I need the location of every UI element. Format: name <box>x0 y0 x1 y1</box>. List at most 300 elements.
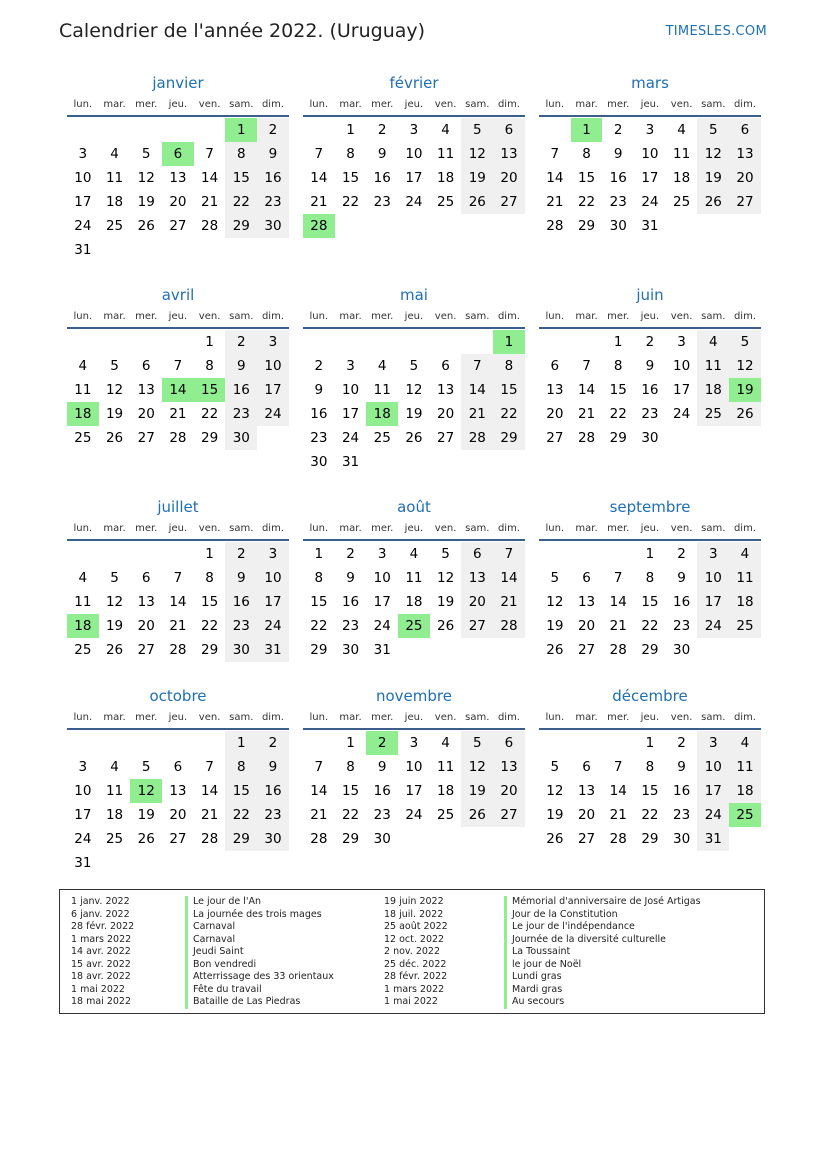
weekday-label: dim. <box>733 311 756 322</box>
holiday-name: Au secours <box>504 996 701 1009</box>
day-cell: 18 <box>105 807 124 823</box>
weekday-label: mar. <box>339 523 362 534</box>
weekday-label: sam. <box>701 523 726 534</box>
weekday-label: lun. <box>309 99 329 110</box>
day-cell: 13 <box>461 566 493 590</box>
day-cell: 27 <box>546 430 564 446</box>
weekday-label: ven. <box>198 99 221 110</box>
day-cell: 12 <box>405 382 423 398</box>
day-cell: 3 <box>645 122 655 138</box>
day-cell: 21 <box>169 618 187 634</box>
weekday-label: mer. <box>135 523 158 534</box>
day-cell: 17 <box>697 590 729 614</box>
day-cell: 29 <box>225 827 257 851</box>
month-name: janvier <box>152 74 204 92</box>
month-name: août <box>397 498 431 516</box>
weekday-label: jeu. <box>404 99 424 110</box>
day-cell: 18 <box>729 779 761 803</box>
day-cell: 31 <box>697 827 729 851</box>
day-cell: 21 <box>310 194 328 210</box>
day-cell: 1 <box>645 546 655 562</box>
day-cell: 30 <box>257 827 289 851</box>
weekday-label: jeu. <box>640 99 660 110</box>
day-cell: 17 <box>341 406 360 422</box>
weekday-label: mer. <box>371 712 394 723</box>
day-cell: 23 <box>373 807 391 823</box>
holiday-date: 2 nov. 2022 <box>384 946 440 957</box>
month-name: juillet <box>157 498 199 516</box>
day-cell: 23 <box>609 194 627 210</box>
day-cell: 4 <box>78 570 88 586</box>
weekday-label: dim. <box>497 523 520 534</box>
day-cell: 8 <box>346 146 355 162</box>
weekday-label: jeu. <box>640 523 660 534</box>
day-cell: 7 <box>613 570 623 586</box>
day-cell: 17 <box>405 783 423 799</box>
day-cell: 30 <box>609 218 627 234</box>
day-cell: 7 <box>582 358 591 374</box>
holiday-name: Journée de la diversité culturelle <box>504 934 701 947</box>
weekday-label: dim. <box>733 712 756 723</box>
day-cell: 27 <box>137 642 155 658</box>
day-cell: 4 <box>697 330 729 354</box>
weekday-label: mer. <box>607 712 630 723</box>
day-cell: 3 <box>78 759 88 775</box>
weekday-label: sam. <box>229 311 254 322</box>
weekday-label: sam. <box>229 99 254 110</box>
day-cell: 29 <box>493 426 525 450</box>
empty-cell <box>194 731 226 755</box>
empty-cell <box>571 542 603 566</box>
day-cell: 5 <box>461 731 493 755</box>
day-cell: 18 <box>729 590 761 614</box>
day-cell: 12 <box>546 783 564 799</box>
day-cell: 18 <box>437 783 455 799</box>
day-cell: 29 <box>225 214 257 238</box>
month-block <box>539 496 761 662</box>
day-cell: 7 <box>205 759 214 775</box>
day-cell: 3 <box>697 542 729 566</box>
day-cell: 11 <box>74 382 92 398</box>
day-cell: 11 <box>729 755 761 779</box>
holiday-day-cell: 1 <box>571 118 603 142</box>
holiday-name: La Toussaint <box>504 946 701 959</box>
day-cell: 14 <box>169 594 187 610</box>
day-cell: 22 <box>641 807 659 823</box>
day-cell: 23 <box>310 430 328 446</box>
day-cell: 12 <box>461 755 493 779</box>
day-cell: 12 <box>461 142 493 166</box>
month-name: octobre <box>149 687 207 705</box>
day-cell: 2 <box>225 542 257 566</box>
month-block <box>539 685 761 851</box>
day-cell: 19 <box>546 618 564 634</box>
day-cell: 4 <box>110 759 119 775</box>
page-title: Calendrier de l'année 2022. (Uruguay) <box>59 20 426 42</box>
holiday-day-cell: 1 <box>225 118 257 142</box>
day-cell: 5 <box>141 146 151 162</box>
day-cell: 7 <box>550 146 560 162</box>
holiday-day-cell: 6 <box>162 142 194 166</box>
weekday-label: jeu. <box>640 712 660 723</box>
day-cell: 9 <box>377 759 387 775</box>
holiday-day-cell: 12 <box>130 779 162 803</box>
empty-cell <box>67 118 99 142</box>
day-cell: 10 <box>74 783 92 799</box>
day-cell: 6 <box>582 570 591 586</box>
day-cell: 30 <box>673 831 691 847</box>
day-cell: 17 <box>405 170 423 186</box>
day-cell: 20 <box>461 590 493 614</box>
day-cell: 10 <box>257 354 289 378</box>
day-cell: 16 <box>641 382 659 398</box>
day-cell: 27 <box>169 218 187 234</box>
day-cell: 2 <box>677 546 686 562</box>
weekday-label: mar. <box>575 99 598 110</box>
holiday-date: 18 mai 2022 <box>71 996 132 1007</box>
day-cell: 26 <box>105 430 124 446</box>
day-cell: 19 <box>461 779 493 803</box>
holiday-date: 28 févr. 2022 <box>384 971 448 982</box>
holiday-date: 28 févr. 2022 <box>71 921 135 932</box>
weekday-label: ven. <box>670 523 693 534</box>
weekday-label: ven. <box>434 523 457 534</box>
day-cell: 20 <box>169 194 187 210</box>
weekday-label: ven. <box>198 523 221 534</box>
weekday-label: dim. <box>497 712 520 723</box>
day-cell: 14 <box>310 170 328 186</box>
weekday-label: lun. <box>545 99 565 110</box>
day-cell: 28 <box>169 642 187 658</box>
holiday-name: Fête du travail <box>185 984 334 997</box>
month-block <box>303 72 525 238</box>
empty-cell <box>130 118 162 142</box>
day-cell: 21 <box>609 807 627 823</box>
weekday-label: mar. <box>103 311 126 322</box>
holiday-name: Le jour de l'An <box>185 896 334 909</box>
day-cell: 17 <box>673 382 691 398</box>
holiday-legend <box>59 889 765 1014</box>
day-cell: 22 <box>201 406 219 422</box>
weekday-label: jeu. <box>168 99 188 110</box>
weekday-label: ven. <box>434 99 457 110</box>
day-cell: 30 <box>310 454 328 470</box>
day-cell: 6 <box>582 759 591 775</box>
day-cell: 25 <box>74 430 92 446</box>
day-cell: 12 <box>105 382 124 398</box>
day-cell: 1 <box>314 546 324 562</box>
holiday-day-cell: 18 <box>67 614 99 638</box>
empty-cell <box>303 330 335 354</box>
weekday-label: mar. <box>575 712 598 723</box>
holiday-name: Le jour de l'indépendance <box>504 921 701 934</box>
weekday-label: sam. <box>229 712 254 723</box>
weekday-label: mer. <box>135 99 158 110</box>
day-cell: 15 <box>341 783 360 799</box>
holiday-name: Jeudi Saint <box>185 946 334 959</box>
weekday-header <box>303 707 525 730</box>
weekday-label: jeu. <box>404 311 424 322</box>
day-cell: 23 <box>341 618 360 634</box>
day-cell: 28 <box>201 218 219 234</box>
day-cell: 21 <box>577 406 596 422</box>
day-cell: 8 <box>613 358 623 374</box>
weekday-label: jeu. <box>168 311 188 322</box>
day-grid <box>303 329 525 474</box>
day-cell: 4 <box>78 358 88 374</box>
day-cell: 16 <box>257 166 289 190</box>
day-cell: 11 <box>697 354 729 378</box>
day-cell: 13 <box>493 142 525 166</box>
day-cell: 7 <box>493 542 525 566</box>
day-cell: 3 <box>257 330 289 354</box>
day-cell: 9 <box>377 146 387 162</box>
day-cell: 11 <box>74 594 92 610</box>
weekday-label: dim. <box>261 311 284 322</box>
day-cell: 10 <box>697 566 729 590</box>
day-cell: 15 <box>609 382 627 398</box>
day-cell: 21 <box>169 406 187 422</box>
day-cell: 25 <box>105 218 124 234</box>
day-cell: 5 <box>110 570 119 586</box>
month-block <box>67 685 289 875</box>
month-name: décembre <box>612 687 688 705</box>
day-cell: 17 <box>697 779 729 803</box>
day-cell: 16 <box>373 170 391 186</box>
day-cell: 1 <box>346 122 355 138</box>
day-cell: 23 <box>225 614 257 638</box>
day-cell: 22 <box>201 618 219 634</box>
weekday-label: dim. <box>733 523 756 534</box>
weekday-label: mar. <box>339 99 362 110</box>
day-cell: 4 <box>729 731 761 755</box>
day-cell: 24 <box>74 218 92 234</box>
day-cell: 30 <box>257 214 289 238</box>
legend-right-dates <box>384 896 448 1009</box>
day-cell: 22 <box>609 406 627 422</box>
day-cell: 30 <box>225 638 257 662</box>
day-cell: 13 <box>577 783 596 799</box>
day-cell: 1 <box>205 546 214 562</box>
day-cell: 25 <box>74 642 92 658</box>
empty-cell <box>539 118 571 142</box>
day-cell: 13 <box>493 755 525 779</box>
day-cell: 2 <box>257 731 289 755</box>
day-cell: 1 <box>225 731 257 755</box>
day-cell: 12 <box>546 594 564 610</box>
holiday-date: 1 mai 2022 <box>384 996 438 1007</box>
day-cell: 3 <box>677 334 686 350</box>
weekday-label: ven. <box>198 712 221 723</box>
day-cell: 7 <box>314 759 324 775</box>
day-cell: 5 <box>141 759 151 775</box>
day-cell: 24 <box>257 614 289 638</box>
holiday-date: 18 avr. 2022 <box>71 971 131 982</box>
day-cell: 22 <box>341 194 360 210</box>
empty-cell <box>398 330 430 354</box>
day-cell: 29 <box>577 218 596 234</box>
day-cell: 14 <box>493 566 525 590</box>
day-cell: 20 <box>437 406 455 422</box>
month-block <box>303 496 525 662</box>
holiday-date: 18 juil. 2022 <box>384 908 444 920</box>
weekday-label: mer. <box>371 311 394 322</box>
day-cell: 21 <box>201 807 219 823</box>
day-cell: 15 <box>225 779 257 803</box>
day-cell: 9 <box>257 755 289 779</box>
day-cell: 29 <box>201 430 219 446</box>
day-cell: 18 <box>437 170 455 186</box>
day-cell: 26 <box>461 190 493 214</box>
day-cell: 11 <box>373 382 391 398</box>
day-cell: 5 <box>461 118 493 142</box>
day-cell: 30 <box>373 831 391 847</box>
day-cell: 11 <box>729 566 761 590</box>
empty-cell <box>602 542 634 566</box>
day-cell: 8 <box>314 570 324 586</box>
month-block <box>303 685 525 851</box>
empty-cell <box>335 330 367 354</box>
weekday-label: jeu. <box>168 523 188 534</box>
day-cell: 13 <box>729 142 761 166</box>
day-cell: 1 <box>205 334 214 350</box>
day-cell: 13 <box>546 382 564 398</box>
day-cell: 31 <box>341 454 360 470</box>
day-cell: 19 <box>105 406 124 422</box>
weekday-label: sam. <box>701 99 726 110</box>
day-cell: 22 <box>225 803 257 827</box>
day-grid <box>303 730 525 851</box>
day-cell: 21 <box>546 194 564 210</box>
day-cell: 24 <box>673 406 691 422</box>
day-cell: 1 <box>346 735 355 751</box>
holiday-day-cell: 1 <box>493 330 525 354</box>
day-cell: 3 <box>346 358 355 374</box>
weekday-label: dim. <box>261 523 284 534</box>
day-cell: 21 <box>493 590 525 614</box>
day-cell: 30 <box>341 642 360 658</box>
day-cell: 16 <box>225 590 257 614</box>
day-cell: 9 <box>613 146 623 162</box>
brand-logo-text[interactable]: TIMESLES.COM <box>665 24 767 39</box>
day-cell: 7 <box>461 354 493 378</box>
day-cell: 16 <box>673 783 691 799</box>
empty-cell <box>539 542 571 566</box>
day-cell: 17 <box>257 378 289 402</box>
day-cell: 14 <box>609 594 627 610</box>
weekday-label: ven. <box>434 311 457 322</box>
holiday-date: 6 janv. 2022 <box>71 908 130 920</box>
weekday-header <box>67 518 289 541</box>
day-cell: 2 <box>314 358 324 374</box>
weekday-label: ven. <box>670 311 693 322</box>
weekday-label: lun. <box>73 712 93 723</box>
day-cell: 10 <box>641 146 659 162</box>
day-cell: 6 <box>141 358 151 374</box>
empty-cell <box>162 542 194 566</box>
day-cell: 19 <box>137 807 155 823</box>
month-name: septembre <box>609 498 691 516</box>
holiday-date: 14 avr. 2022 <box>71 946 131 957</box>
day-cell: 19 <box>546 807 564 823</box>
day-cell: 26 <box>405 430 423 446</box>
legend-right-names <box>504 896 701 1009</box>
day-cell: 13 <box>137 594 155 610</box>
day-cell: 11 <box>437 146 455 162</box>
day-cell: 24 <box>405 194 423 210</box>
day-cell: 5 <box>409 358 419 374</box>
day-cell: 27 <box>729 190 761 214</box>
day-cell: 21 <box>461 402 493 426</box>
day-grid <box>67 541 289 662</box>
day-cell: 7 <box>314 146 324 162</box>
day-cell: 28 <box>310 831 328 847</box>
weekday-label: dim. <box>261 99 284 110</box>
weekday-label: sam. <box>465 311 490 322</box>
day-cell: 25 <box>373 430 391 446</box>
day-cell: 27 <box>137 430 155 446</box>
day-cell: 5 <box>550 759 560 775</box>
day-cell: 16 <box>257 779 289 803</box>
day-cell: 23 <box>673 618 691 634</box>
holiday-date: 12 oct. 2022 <box>384 933 445 945</box>
day-cell: 3 <box>409 735 419 751</box>
day-cell: 13 <box>169 170 187 186</box>
day-cell: 24 <box>697 614 729 638</box>
weekday-label: lun. <box>309 311 329 322</box>
day-cell: 7 <box>173 358 183 374</box>
day-grid <box>303 117 525 238</box>
day-cell: 29 <box>341 831 360 847</box>
weekday-header <box>539 306 761 329</box>
weekday-label: sam. <box>465 712 490 723</box>
weekday-header <box>539 94 761 117</box>
weekday-label: mar. <box>103 523 126 534</box>
day-cell: 31 <box>641 218 659 234</box>
weekday-label: dim. <box>497 99 520 110</box>
day-grid <box>539 329 761 450</box>
month-block <box>67 496 289 662</box>
day-cell: 12 <box>437 570 455 586</box>
day-cell: 30 <box>641 430 659 446</box>
weekday-header <box>67 707 289 730</box>
weekday-label: jeu. <box>404 712 424 723</box>
empty-cell <box>130 542 162 566</box>
day-cell: 14 <box>201 170 219 186</box>
day-cell: 10 <box>405 759 423 775</box>
day-cell: 17 <box>257 590 289 614</box>
empty-cell <box>67 731 99 755</box>
day-cell: 20 <box>546 406 564 422</box>
holiday-date: 25 août 2022 <box>384 921 448 932</box>
day-cell: 6 <box>493 118 525 142</box>
day-cell: 4 <box>377 358 387 374</box>
weekday-label: mer. <box>371 523 394 534</box>
weekday-header <box>539 518 761 541</box>
holiday-name: Bon vendredi <box>185 959 334 972</box>
day-cell: 15 <box>310 594 328 610</box>
day-cell: 13 <box>169 783 187 799</box>
weekday-label: dim. <box>733 99 756 110</box>
day-cell: 28 <box>546 218 564 234</box>
holiday-day-cell: 18 <box>67 402 99 426</box>
day-cell: 5 <box>697 118 729 142</box>
day-cell: 9 <box>225 566 257 590</box>
holiday-name: Mardi gras <box>504 984 701 997</box>
day-cell: 11 <box>437 759 455 775</box>
day-grid <box>67 730 289 875</box>
day-cell: 24 <box>405 807 423 823</box>
